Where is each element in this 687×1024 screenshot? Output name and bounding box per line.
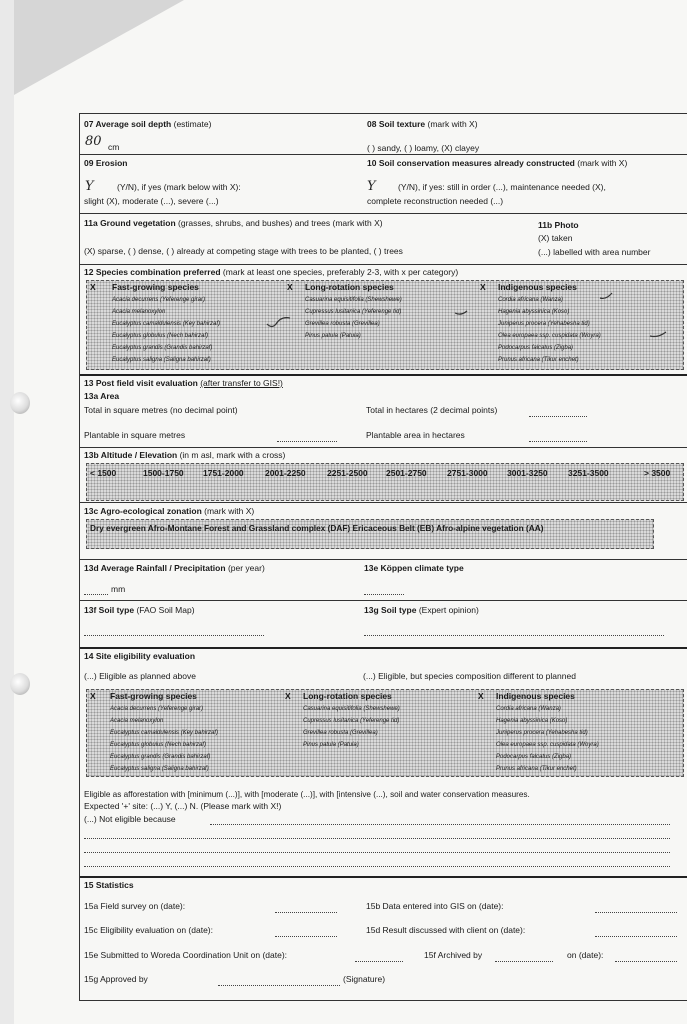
post-field-label: 13 Post field visit evaluation (after transfer to GIS!): [84, 378, 283, 388]
indig-species-1[interactable]: Cordia africana (Wanza): [498, 297, 563, 303]
soil-expert-field[interactable]: [364, 634, 664, 636]
long-species-3[interactable]: Grevillea robusta (Grevillea): [305, 321, 380, 327]
long-species-2-3[interactable]: Grevillea robusta (Grevillea): [303, 730, 378, 736]
eligibility-date-field[interactable]: [275, 935, 337, 937]
total-ha-field[interactable]: [529, 415, 587, 417]
folded-corner: [14, 0, 184, 95]
fast-species-2-3[interactable]: Eucalyptus camaldulensis (Key bahirzaf): [110, 730, 219, 736]
conservation-answer[interactable]: Y: [367, 179, 376, 194]
alt-range-6[interactable]: 2501-2750: [386, 468, 427, 478]
statistics-label: 15 Statistics: [84, 880, 134, 890]
indig-mark-2[interactable]: X: [478, 691, 484, 701]
not-eligible-label: (...) Not eligible because: [84, 814, 176, 824]
woreda-submission-label: 15e Submitted to Woreda Coordination Unit on (date):: [84, 950, 288, 960]
gis-entry-label: 15b Data entered into GIS on (date):: [366, 901, 504, 911]
approved-by-label: 15g Approved by: [84, 974, 148, 984]
archived-by-field[interactable]: [495, 960, 553, 962]
indigenous-header: Indigenous species: [498, 282, 577, 292]
erosion-label: 09 Erosion: [84, 158, 128, 168]
indig-species-3[interactable]: Juniperus procera (Yehabesha tid): [498, 321, 590, 327]
photo-label: 11b Photo: [538, 220, 579, 230]
soil-texture-label: 08 Soil texture (mark with X): [367, 119, 478, 129]
soil-fao-field[interactable]: [84, 634, 264, 636]
fast-species-2[interactable]: Acacia melanoxylon: [112, 309, 166, 315]
fast-growing-header: Fast-growing species: [112, 282, 199, 292]
rainfall-unit: mm: [111, 584, 126, 594]
punch-hole: [10, 673, 30, 695]
photo-taken[interactable]: (X) taken: [538, 233, 573, 243]
indig-species-2-1[interactable]: Cordia africana (Wanza): [496, 706, 561, 712]
indig-species-2-3[interactable]: Juniperus procera (Yehabesha tid): [496, 730, 588, 736]
ground-vegetation-label: 11a Ground vegetation (grasses, shrubs, and bushes) and trees (mark with X): [84, 218, 383, 228]
eligible-planned[interactable]: (...) Eligible as planned above: [84, 671, 196, 681]
indig-species-4[interactable]: Olea europaea ssp. cuspidata (Woyra): [498, 333, 601, 339]
indig-species-2-2[interactable]: Hagenia abyssinica (Koso): [496, 718, 568, 724]
photo-labelled[interactable]: (...) labelled with area number: [538, 247, 651, 257]
archived-by-label: 15f Archived by: [424, 950, 483, 960]
plantable-sqm-field[interactable]: [277, 440, 337, 442]
note-line-2[interactable]: [84, 851, 670, 853]
indig-species-2-5[interactable]: Podocarpus falcatus (Zigba): [496, 754, 572, 760]
long-species-1[interactable]: Casuarina equisitifolia (Shewshewe): [305, 297, 402, 303]
eligibility-label: 14 Site eligibility evaluation: [84, 651, 196, 661]
ground-vegetation-options[interactable]: (X) sparse, ( ) dense, ( ) already at competing stage with trees to be planted, ( ) trees: [84, 246, 403, 256]
gis-entry-field[interactable]: [595, 911, 677, 913]
total-ha-label: Total in hectares (2 decimal points): [366, 405, 498, 415]
koppen-field[interactable]: [364, 593, 404, 595]
long-species-2[interactable]: Cupressus lusitanica (Yeferenge tid): [305, 309, 402, 315]
koppen-label: 13e Köppen climate type: [364, 563, 464, 573]
signature-label: (Signature): [343, 974, 386, 984]
client-discussion-label: 15d Result discussed with client on (date):: [366, 925, 526, 935]
erosion-answer[interactable]: Y: [85, 179, 94, 194]
fast-mark[interactable]: X: [90, 282, 96, 292]
alt-range-10[interactable]: > 3500: [644, 468, 671, 478]
agro-label: 13c Agro-ecological zonation (mark with X): [84, 506, 255, 516]
field-survey-field[interactable]: [275, 911, 337, 913]
total-sqm-label: Total in square metres (no decimal point): [84, 405, 238, 415]
indigenous-header-2: Indigenous species: [496, 691, 575, 701]
alt-range-7[interactable]: 2751-3000: [447, 468, 488, 478]
handwritten-checkmarks: [80, 280, 687, 360]
eligible-different[interactable]: (...) Eligible, but species composition different to planned: [363, 671, 576, 681]
indig-species-2[interactable]: Hagenia abyssinica (Koso): [498, 309, 570, 315]
punch-hole: [10, 392, 30, 414]
indig-species-6[interactable]: Prunus africana (Tikur enchet): [498, 357, 579, 363]
soil-expert-label: 13g Soil type (Expert opinion): [364, 605, 479, 615]
altitude-label: 13b Altitude / Elevation (in m asl, mark with a cross): [84, 450, 286, 460]
fast-species-1[interactable]: Acacia decurrens (Yeferenge girar): [112, 297, 206, 303]
alt-range-8[interactable]: 3001-3250: [507, 468, 548, 478]
eligibility-date-label: 15c Eligibility evaluation on (date):: [84, 925, 213, 935]
long-mark-2[interactable]: X: [285, 691, 291, 701]
erosion-yn: (Y/N), if yes (mark below with X):: [117, 182, 241, 192]
note-line-3[interactable]: [84, 865, 670, 867]
fast-mark-2[interactable]: X: [90, 691, 96, 701]
archived-date-label: on (date):: [567, 950, 604, 960]
archived-date-field[interactable]: [615, 960, 677, 962]
fast-species-2-4[interactable]: Eucalyptus globulus (Nech bahirzaf): [110, 742, 207, 748]
long-rotation-header-2: Long-rotation species: [303, 691, 392, 701]
fast-species-2-1[interactable]: Acacia decurrens (Yeferenge girar): [110, 706, 204, 712]
indig-species-5[interactable]: Podocarpus falcatus (Zigba): [498, 345, 574, 351]
fast-growing-header-2: Fast-growing species: [110, 691, 197, 701]
fast-species-2-2[interactable]: Acacia melanoxylon: [110, 718, 164, 724]
alt-range-9[interactable]: 3251-3500: [568, 468, 609, 478]
area-label: 13a Area: [84, 391, 120, 401]
alt-range-5[interactable]: 2251-2500: [327, 468, 368, 478]
erosion-levels[interactable]: slight (X), moderate (...), severe (...): [84, 196, 219, 206]
alt-range-4[interactable]: 2001-2250: [265, 468, 306, 478]
soil-texture-options[interactable]: ( ) sandy, ( ) loamy, (X) clayey: [367, 143, 480, 153]
alt-range-3[interactable]: 1751-2000: [203, 468, 244, 478]
paper-sheet: [14, 0, 687, 1024]
soil-conservation-label: 10 Soil conservation measures already constructed (mark with X): [367, 158, 628, 168]
long-species-2-4[interactable]: Pinus patula (Patula): [303, 742, 359, 748]
alt-range-1[interactable]: < 1500: [90, 468, 117, 478]
soil-depth-value[interactable]: 80: [85, 134, 102, 149]
survey-form: [79, 113, 687, 1001]
plantable-ha-label: Plantable area in hectares: [366, 430, 465, 440]
long-species-2-2[interactable]: Cupressus lusitanica (Yeferenge tid): [303, 718, 400, 724]
rainfall-label: 13d Average Rainfall / Precipitation (per year): [84, 563, 265, 573]
rainfall-field[interactable]: [84, 593, 108, 595]
soil-fao-label: 13f Soil type (FAO Soil Map): [84, 605, 195, 615]
fast-species-2-5[interactable]: Eucalyptus grandis (Grandis bahirzaf): [110, 754, 211, 760]
fast-species-4[interactable]: Eucalyptus globulus (Nech bahirzaf): [112, 333, 209, 339]
afforestation-line[interactable]: Eligible as afforestation with [minimum (...)], with [moderate (...)], with [intensive (...), soil and water conservation measures.: [84, 790, 530, 799]
indig-species-2-4[interactable]: Olea europaea ssp. cuspidata (Woyra): [496, 742, 599, 748]
not-eligible-field[interactable]: [210, 823, 670, 825]
plantable-sqm-label: Plantable in square metres: [84, 430, 186, 440]
long-species-4[interactable]: Pinus patula (Patula): [305, 333, 361, 339]
plantable-ha-field[interactable]: [529, 440, 587, 442]
woreda-submission-field[interactable]: [355, 960, 403, 962]
soil-depth-unit: cm: [108, 142, 120, 152]
client-discussion-field[interactable]: [595, 935, 677, 937]
fast-species-5[interactable]: Eucalyptus grandis (Grandis bahirzaf): [112, 345, 213, 351]
long-mark[interactable]: X: [287, 282, 293, 292]
approved-by-field[interactable]: [218, 984, 340, 986]
indig-species-2-6[interactable]: Prunus africana (Tikur enchet): [496, 766, 577, 772]
agro-options[interactable]: Dry evergreen Afro-Montane Forest and Grassland complex (DAF) Ericaceous Belt (EB) Afro-alpine vegetation (AA): [90, 523, 544, 533]
fast-species-3[interactable]: Eucalyptus camaldulensis (Key bahirzaf): [112, 321, 221, 327]
indig-mark[interactable]: X: [480, 282, 486, 292]
fast-species-2-6[interactable]: Eucalyptus saligna (Saligna bahirzaf): [110, 766, 209, 772]
soil-depth-label: 07 Average soil depth (estimate): [84, 119, 212, 129]
note-line-1[interactable]: [84, 837, 670, 839]
expected-site-line[interactable]: Expected '+' site: (...) Y, (...) N. (Please mark with X!): [84, 801, 282, 811]
species-label: 12 Species combination preferred (mark at least one species, preferably 2-3, with x per category): [84, 267, 459, 277]
conservation-line2[interactable]: complete reconstruction needed (...): [367, 196, 504, 206]
conservation-line1[interactable]: (Y/N), if yes: still in order (...), maintenance needed (X),: [398, 182, 606, 192]
long-rotation-header: Long-rotation species: [305, 282, 394, 292]
long-species-2-1[interactable]: Casuarina equisitifolia (Shewshewe): [303, 706, 400, 712]
fast-species-6[interactable]: Eucalyptus saligna (Saligna bahirzaf): [112, 357, 211, 363]
alt-range-2[interactable]: 1500-1750: [143, 468, 184, 478]
field-survey-label: 15a Field survey on (date):: [84, 901, 186, 911]
